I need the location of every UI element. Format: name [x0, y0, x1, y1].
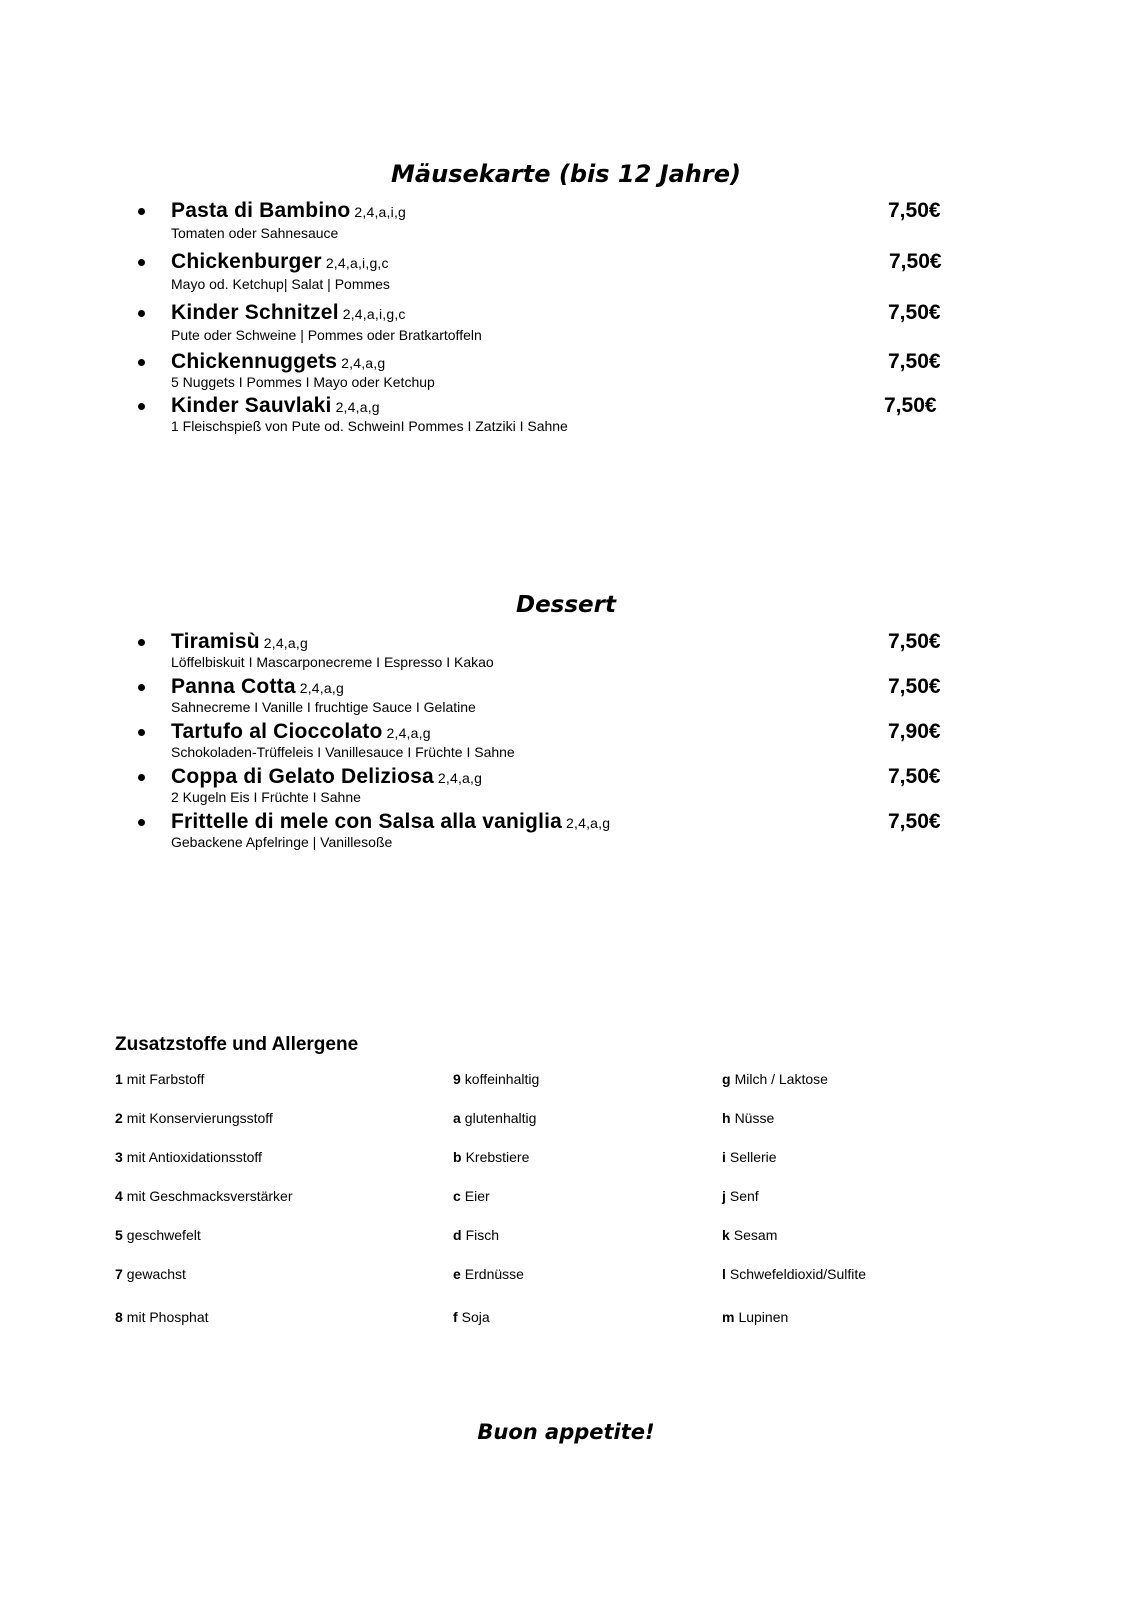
item-price: 7,50€: [888, 630, 941, 653]
dessert-title: Dessert: [515, 592, 616, 618]
allergen-codes: 2,4,a,i,g,c: [325, 255, 389, 271]
item-price: 7,50€: [888, 301, 941, 324]
item-price: 7,50€: [884, 394, 937, 417]
legend-entry: 1 mit Farbstoff: [115, 1071, 205, 1087]
legend-entry: 3 mit Antioxidationsstoff: [115, 1149, 262, 1165]
item-description: Pute oder Schweine | Pommes oder Bratkartoffeln: [171, 327, 482, 343]
item-price: 7,50€: [888, 675, 941, 698]
legend-entry: j Senf: [722, 1188, 759, 1204]
legend-entry: l Schwefeldioxid/Sulfite: [722, 1266, 867, 1282]
legend-entry: i Sellerie: [722, 1149, 777, 1165]
item-name: Frittelle di mele con Salsa alla vaniglia: [171, 810, 563, 833]
item-description: Tomaten oder Sahnesauce: [171, 225, 339, 241]
allergen-codes: 2,4,a,g: [341, 355, 386, 371]
item-name: Chickennuggets: [171, 350, 338, 373]
allergen-codes: 2,4,a,g: [386, 725, 431, 741]
closing-text: Buon appetite!: [477, 1420, 655, 1444]
item-name: Panna Cotta: [171, 675, 296, 698]
item-price: 7,50€: [889, 250, 942, 273]
legend-entry: c Eier: [453, 1188, 490, 1204]
item-price: 7,50€: [888, 765, 941, 788]
item-description: Mayo od. Ketchup| Salat | Pommes: [171, 276, 390, 292]
item-description: Gebackene Apfelringe | Vanillesoße: [171, 834, 393, 850]
item-price: 7,50€: [888, 810, 941, 833]
item-description: Schokoladen-Trüffeleis I Vanillesauce I Früchte I Sahne: [171, 744, 515, 760]
item-price: 7,50€: [888, 199, 941, 222]
legend-entry: f Soja: [453, 1309, 490, 1325]
item-description: Sahnecreme I Vanille I fruchtige Sauce I Gelatine: [171, 699, 476, 715]
allergen-codes: 2,4,a,g: [566, 815, 611, 831]
legend-entry: 2 mit Konservierungsstoff: [115, 1110, 273, 1126]
item-name: Tiramisù: [171, 630, 260, 653]
bullet-icon: [138, 359, 145, 366]
legend-entry: 5 geschwefelt: [115, 1227, 201, 1243]
item-description: Löffelbiskuit I Mascarponecreme I Espresso I Kakao: [171, 654, 494, 670]
bullet-icon: [138, 684, 145, 691]
legend-entry: a glutenhaltig: [453, 1110, 537, 1126]
item-name: Pasta di Bambino: [171, 199, 351, 222]
allergen-codes: 2,4,a,i,g: [354, 204, 407, 220]
bullet-icon: [138, 259, 145, 266]
bullet-icon: [138, 639, 145, 646]
item-description: 2 Kugeln Eis I Früchte I Sahne: [171, 789, 361, 805]
legend-entry: b Krebstiere: [453, 1149, 530, 1165]
item-name: Kinder Schnitzel: [171, 301, 339, 324]
allergen-codes: 2,4,a,g: [335, 399, 380, 415]
item-price: 7,50€: [888, 350, 941, 373]
allergen-codes: 2,4,a,g: [299, 680, 344, 696]
allergen-codes: 2,4,a,i,g,c: [342, 306, 406, 322]
legend-entry: 7 gewachst: [115, 1266, 186, 1282]
item-price: 7,90€: [888, 720, 941, 743]
item-name: Coppa di Gelato Deliziosa: [171, 765, 434, 788]
allergen-codes: 2,4,a,g: [437, 770, 483, 786]
bullet-icon: [138, 729, 145, 736]
legend-entry: g Milch / Laktose: [722, 1071, 828, 1087]
legend-entry: h Nüsse: [722, 1110, 775, 1126]
kids-menu-title: Mäusekarte (bis 12 Jahre): [391, 160, 741, 188]
bullet-icon: [138, 310, 145, 317]
bullet-icon: [138, 774, 145, 781]
legend-entry: 8 mit Phosphat: [115, 1309, 209, 1325]
item-name: Kinder Sauvlaki: [171, 394, 332, 417]
bullet-icon: [138, 208, 145, 215]
item-name: Chickenburger: [171, 250, 322, 273]
legend-entry: e Erdnüsse: [453, 1266, 524, 1282]
legend-entry: m Lupinen: [722, 1309, 789, 1325]
bullet-icon: [138, 819, 145, 826]
legend-entry: 4 mit Geschmacksverstärker: [115, 1188, 293, 1204]
legend-entry: d Fisch: [453, 1227, 500, 1243]
legend-entry: k Sesam: [722, 1227, 778, 1243]
legend-entry: 9 koffeinhaltig: [453, 1071, 540, 1087]
allergen-codes: 2,4,a,g: [263, 635, 308, 651]
bullet-icon: [138, 403, 145, 410]
item-description: 1 Fleischspieß von Pute od. SchweinI Pommes I Zatziki I Sahne: [171, 418, 568, 434]
legend-title: Zusatzstoffe und Allergene: [115, 1034, 359, 1055]
item-description: 5 Nuggets I Pommes I Mayo oder Ketchup: [171, 374, 435, 390]
item-name: Tartufo al Cioccolato: [171, 720, 383, 743]
